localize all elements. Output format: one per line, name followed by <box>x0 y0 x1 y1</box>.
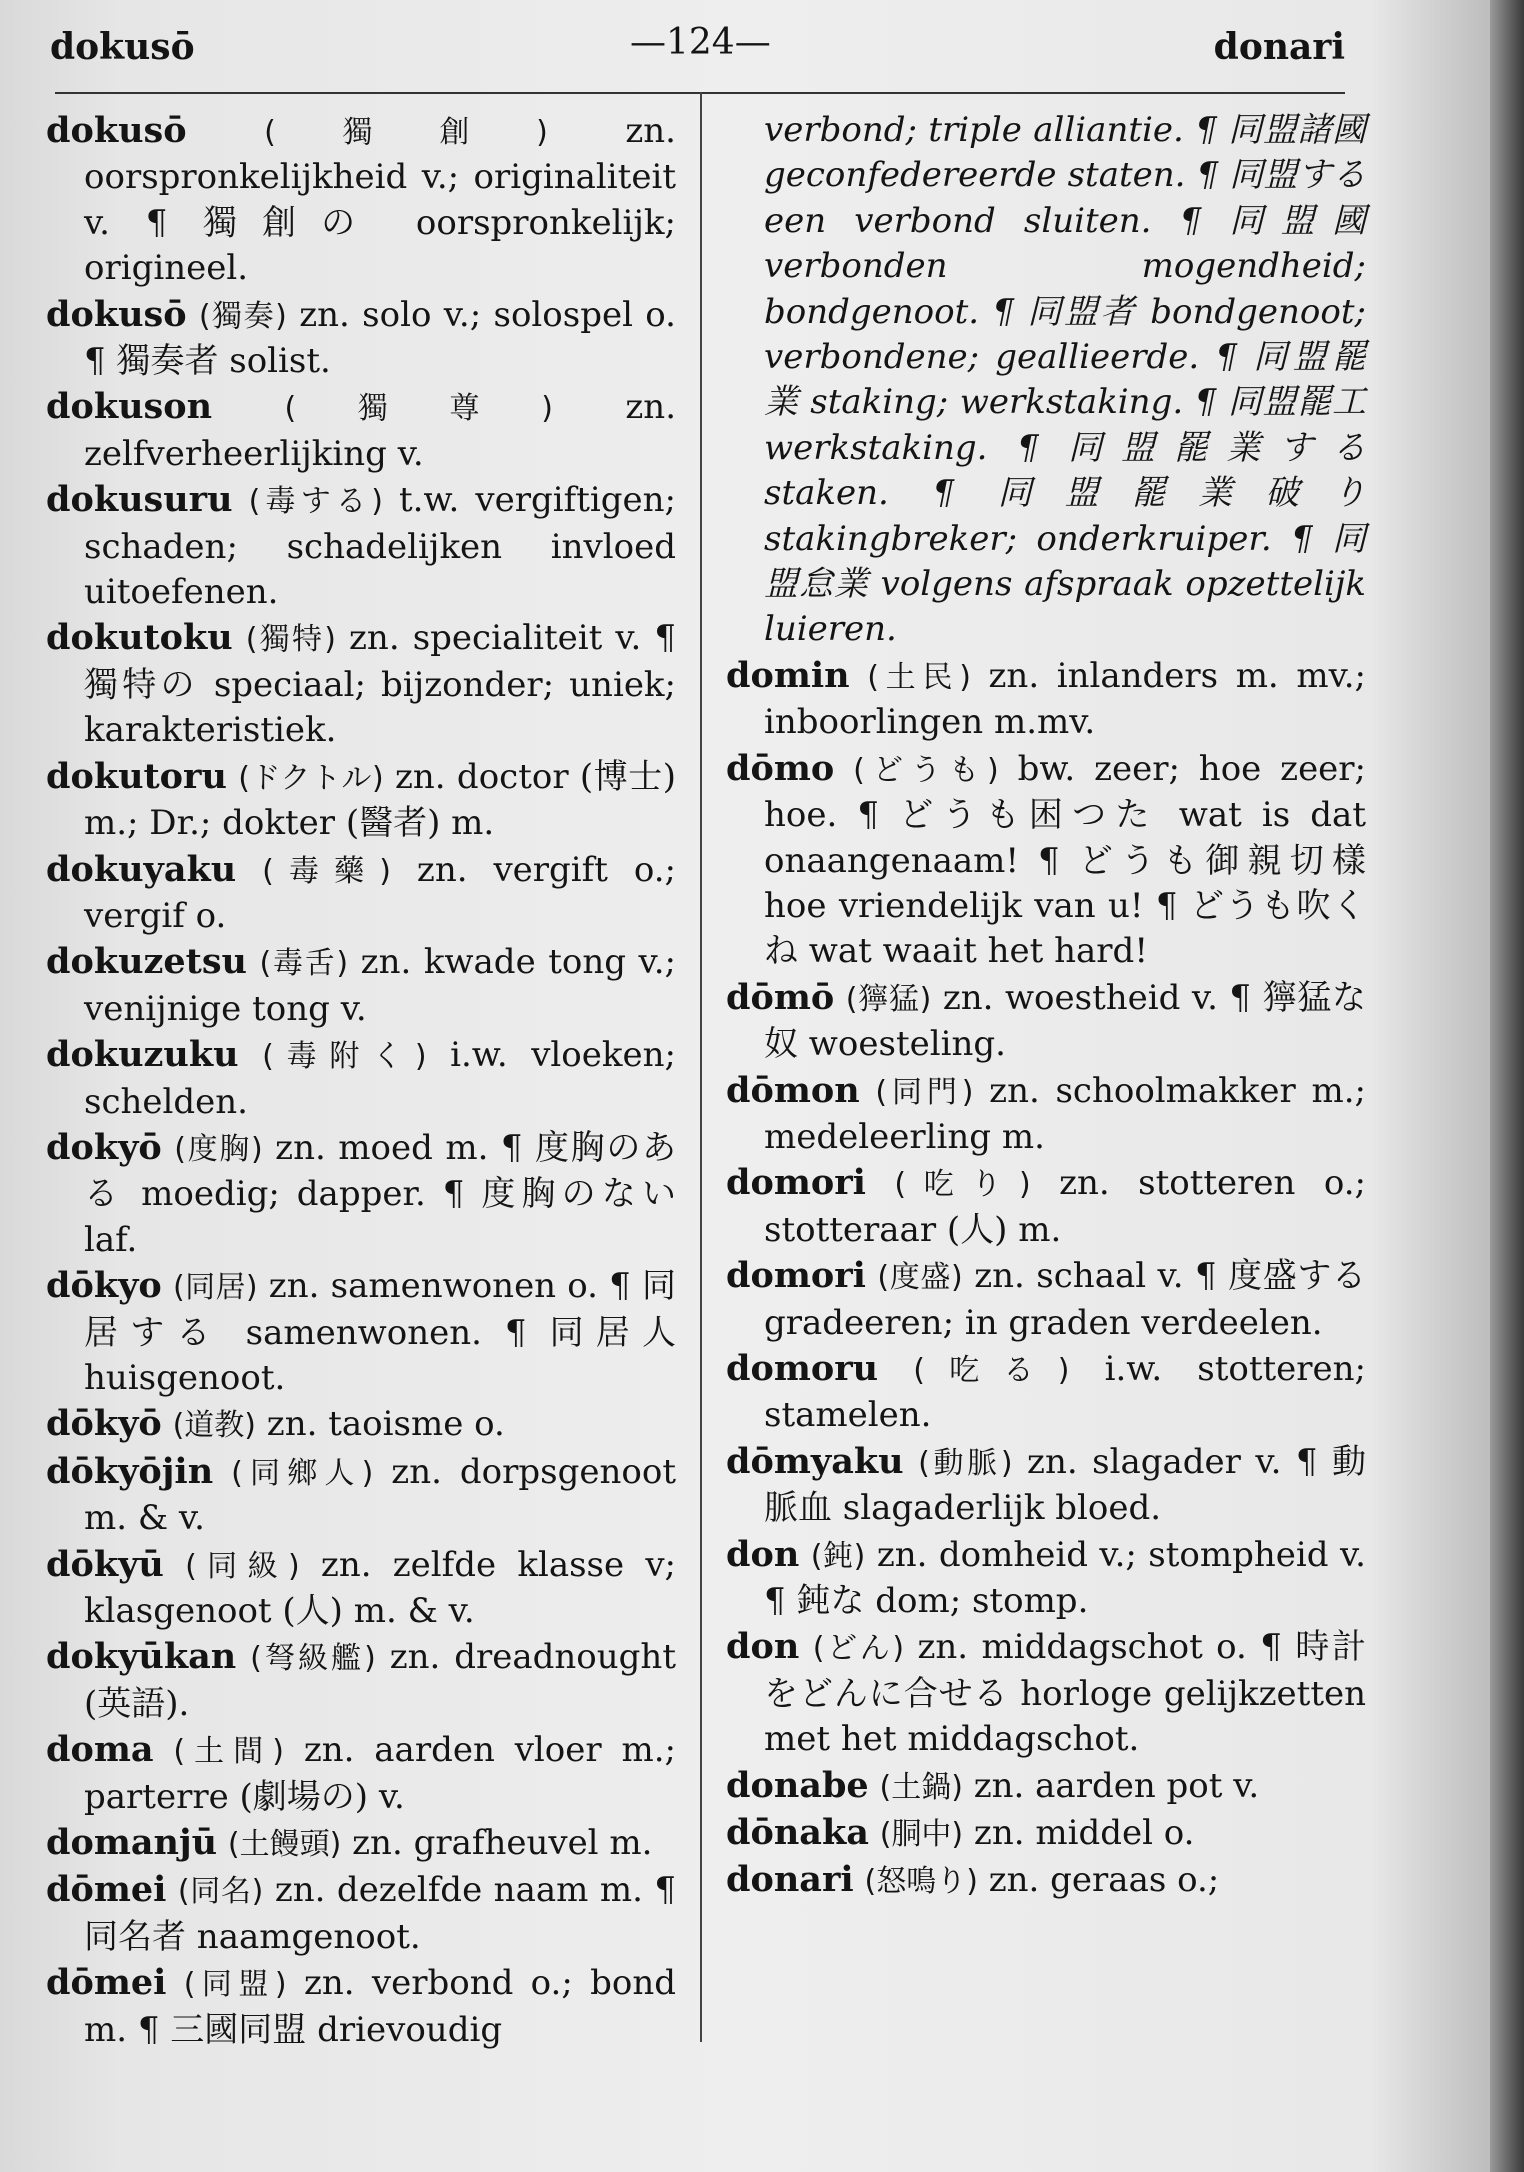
definition: i.w. vloeken; schelden. <box>84 1035 676 1122</box>
kanji: (獨創) <box>264 115 548 150</box>
headword: dokyūkan <box>46 1636 237 1678</box>
kanji: (怒鳴り) <box>864 1864 978 1900</box>
definition: zn. schoolmakker m.; medeleerling m. <box>764 1070 1366 1157</box>
book-page-edge <box>1490 0 1524 2172</box>
dictionary-entry <box>726 1253 1366 1346</box>
headword: domori <box>726 1255 866 1297</box>
headword: dokusō <box>46 293 187 335</box>
dictionary-entry <box>726 1068 1366 1161</box>
headword: dokusō <box>46 110 187 151</box>
definition: zn. dezelfde naam m. ¶ 同名者 naamgenoot. <box>84 1870 676 1957</box>
headword: dokutoku <box>46 617 233 659</box>
headword: don <box>726 1626 800 1668</box>
kanji: (獨奏) <box>198 298 287 334</box>
dictionary-entry <box>726 1532 1366 1625</box>
definition: zn. geraas o.; <box>988 1860 1220 1901</box>
headword: domori <box>726 1162 866 1204</box>
dictionary-entry <box>726 1810 1366 1857</box>
kanji: (胴中) <box>879 1817 964 1853</box>
definition: zn. middagschot o. ¶ 時計をどんに合せる horloge gelijkzetten met het middagschot. <box>764 1627 1367 1760</box>
dictionary-entry <box>46 1032 676 1125</box>
dictionary-entry <box>46 754 676 847</box>
dictionary-entry <box>726 653 1366 746</box>
definition: zn. vergift o.; vergif o. <box>84 849 676 936</box>
kanji: (毒附く) <box>262 1039 427 1075</box>
headword: dōmyaku <box>726 1440 904 1482</box>
headword: dokutoru <box>46 755 227 797</box>
dictionary-entry <box>46 1960 676 2053</box>
kanji: (土饅頭) <box>227 1827 342 1863</box>
definition: zn. doctor (博士) m.; Dr.; dokter (醫者) m. <box>84 756 676 844</box>
headword: domoru <box>726 1347 879 1389</box>
kanji: (土間) <box>173 1734 284 1770</box>
right-column <box>726 108 1366 1905</box>
kanji: (同名) <box>177 1874 264 1910</box>
kanji: (土民) <box>867 659 971 695</box>
kanji: (吃る) <box>913 1352 1070 1388</box>
kanji: (土鍋) <box>879 1769 963 1805</box>
headword: don <box>726 1533 800 1575</box>
kanji: (同盟) <box>183 1967 287 2003</box>
dictionary-entry <box>46 477 676 615</box>
dictionary-entry <box>46 1727 676 1820</box>
kanji: (動脈) <box>918 1445 1013 1481</box>
headword: dōkyōjin <box>46 1450 214 1492</box>
definition: bw. zeer; hoe zeer; hoe. ¶ どうも困つた wat is dat onaangenaam! ¶ どうも御親切樣 hoe vriendelijk van u! ¶ どうも吹くね wat waait het hard! <box>764 748 1367 972</box>
kanji: (吃り) <box>894 1167 1031 1203</box>
dictionary-entry <box>46 384 676 477</box>
definition: zn. dorpsgenoot m. & v. <box>84 1451 676 1539</box>
headword: dōkyū <box>46 1543 164 1585</box>
dictionary-entry <box>46 1125 676 1263</box>
dictionary-entry <box>46 1449 676 1542</box>
page-header <box>50 22 1345 72</box>
definition: zn. schaal v. ¶ 度盛する gradeeren; in graden verdeelen. <box>764 1256 1367 1343</box>
headword: dokyō <box>46 1126 162 1168</box>
dictionary-entry <box>726 746 1366 975</box>
kanji: (獨尊) <box>284 391 553 427</box>
headword: dokuyaku <box>46 848 237 890</box>
definition: zn. middel o. <box>973 1813 1195 1854</box>
headword: dōkyō <box>46 1403 162 1445</box>
headword: doma <box>46 1729 154 1771</box>
dictionary-entry <box>46 292 676 385</box>
dictionary-entry <box>726 1857 1366 1904</box>
kanji: (同門) <box>875 1074 974 1110</box>
headword: dōmo <box>726 747 835 789</box>
headword: dokuzuku <box>46 1034 239 1076</box>
header-left-guideword: dokusō <box>50 26 195 68</box>
kanji: (同居) <box>172 1270 258 1306</box>
kanji: (鈍) <box>810 1538 866 1574</box>
dictionary-entry <box>46 1542 676 1635</box>
dictionary-entry <box>46 939 676 1032</box>
kanji: (度盛) <box>877 1260 963 1296</box>
dictionary-entry <box>46 1820 676 1867</box>
dictionary-entry <box>46 1263 676 1401</box>
definition: verbond; triple alliantie. ¶ 同盟諸國 geconfedereerde staten. ¶ 同盟する een verbond sluiten. ¶ 同盟國 verbonden mogendheid; bondgenoot. ¶ 同盟者 bondgenoot; verbondene; geallieerde. ¶ 同盟罷業 staking; werkstaking. ¶ 同盟罷工 werkstaking. ¶ 同盟罷業する staken. ¶ 同盟罷業破り stakingbreker; onderkruiper. ¶ 同盟怠業 volgens afspraak opzettelijk luieren. <box>764 110 1366 650</box>
headword: dōmon <box>726 1069 860 1111</box>
definition: zn. oorspronkelijkheid v.; originaliteit v. ¶ 獨創の oorspronkelijk; origineel. <box>84 111 676 289</box>
headword: domanjū <box>46 1822 218 1864</box>
kanji: (毒する) <box>248 484 383 520</box>
headword: dōmei <box>46 1869 167 1911</box>
definition: zn. solo v.; solospel o. ¶ 獨奏者 solist. <box>84 294 676 382</box>
kanji: (同鄉人) <box>231 1455 374 1491</box>
definition: zn. specialiteit v. ¶ 獨特の speciaal; bijzonder; uniek; karakteristiek. <box>84 618 676 751</box>
kanji: (ドクトル) <box>238 760 384 796</box>
dictionary-entry <box>46 615 676 753</box>
dictionary-entry <box>726 1439 1366 1532</box>
left-column <box>46 108 676 2053</box>
dictionary-entry <box>726 1624 1366 1762</box>
definition: zn. verbond o.; bond m. ¶ 三國同盟 drievoudig <box>84 1963 676 2050</box>
dictionary-entry <box>46 1401 676 1448</box>
dictionary-entry <box>46 1867 676 1960</box>
kanji: (毒舌) <box>259 946 349 982</box>
definition: zn. aarden pot v. <box>973 1765 1260 1806</box>
headword: dōnaka <box>726 1812 869 1854</box>
kanji: (獰猛) <box>845 981 932 1017</box>
definition: zn. woestheid v. ¶ 獰猛な奴 woesteling. <box>764 977 1366 1065</box>
kanji: (どうも) <box>853 752 999 788</box>
headword: dokuson <box>46 386 213 428</box>
dictionary-entry <box>726 975 1366 1068</box>
kanji: (獨特) <box>245 622 336 658</box>
dictionary-entry <box>726 1346 1366 1439</box>
definition: zn. kwade tong v.; venijnige tong v. <box>84 942 676 1029</box>
definition: zn. grafheuvel m. <box>352 1823 653 1864</box>
kanji: (どん) <box>812 1631 905 1667</box>
header-right-guideword: donari <box>1213 26 1345 68</box>
definition: zn. zelfverheerlijking v. <box>84 387 677 474</box>
headword: dokuzetsu <box>46 941 247 983</box>
definition: i.w. stotteren; stamelen. <box>764 1348 1367 1436</box>
definition: zn. samenwonen o. ¶ 同居する samenwonen. ¶ 同居人 huisgenoot. <box>84 1266 677 1398</box>
dictionary-entry <box>726 1763 1366 1810</box>
definition: zn. stotteren o.; stotteraar (人) m. <box>764 1163 1367 1250</box>
definition: zn. aarden vloer m.; parterre (劇場の) v. <box>84 1730 676 1817</box>
definition: zn. moed m. ¶ 度胸のある moedig; dapper. ¶ 度胸のない laf. <box>84 1127 676 1260</box>
headword: domin <box>726 654 850 696</box>
dictionary-entry <box>46 108 676 292</box>
kanji: (同級) <box>185 1548 300 1584</box>
headword: donabe <box>726 1764 869 1806</box>
headword: donari <box>726 1859 854 1901</box>
definition: zn. taoisme o. <box>266 1404 505 1445</box>
kanji: (度胸) <box>174 1131 263 1167</box>
headword: dokusuru <box>46 479 233 521</box>
dictionary-entry <box>46 847 676 940</box>
dictionary-entry <box>726 1160 1366 1253</box>
page-number: —124— <box>630 22 771 63</box>
dictionary-entry <box>46 1634 676 1727</box>
definition: zn. zelfde klasse v; klasgenoot (人) m. & v. <box>84 1544 676 1631</box>
kanji: (道教) <box>172 1408 256 1444</box>
headword: dōkyo <box>46 1265 162 1307</box>
headword: dōmō <box>726 976 835 1018</box>
definition: zn. inlanders m. mv.; inboorlingen m.mv. <box>764 655 1367 743</box>
kanji: (毒藥) <box>262 853 391 889</box>
headword: dōmei <box>46 1962 167 2004</box>
definition: zn. slagader v. ¶ 動脈血 slagaderlijk bloed. <box>764 1441 1367 1529</box>
column-divider <box>700 92 702 2042</box>
dictionary-entry-continuation <box>726 108 1366 653</box>
definition: zn. dreadnought (英語). <box>84 1637 676 1724</box>
definition: zn. domheid v.; stompheid v. ¶ 鈍な dom; stomp. <box>764 1534 1366 1621</box>
definition: t.w. vergiftigen; schaden; schadelijken invloed uitoefenen. <box>84 480 676 613</box>
kanji: (弩級艦) <box>250 1641 376 1677</box>
